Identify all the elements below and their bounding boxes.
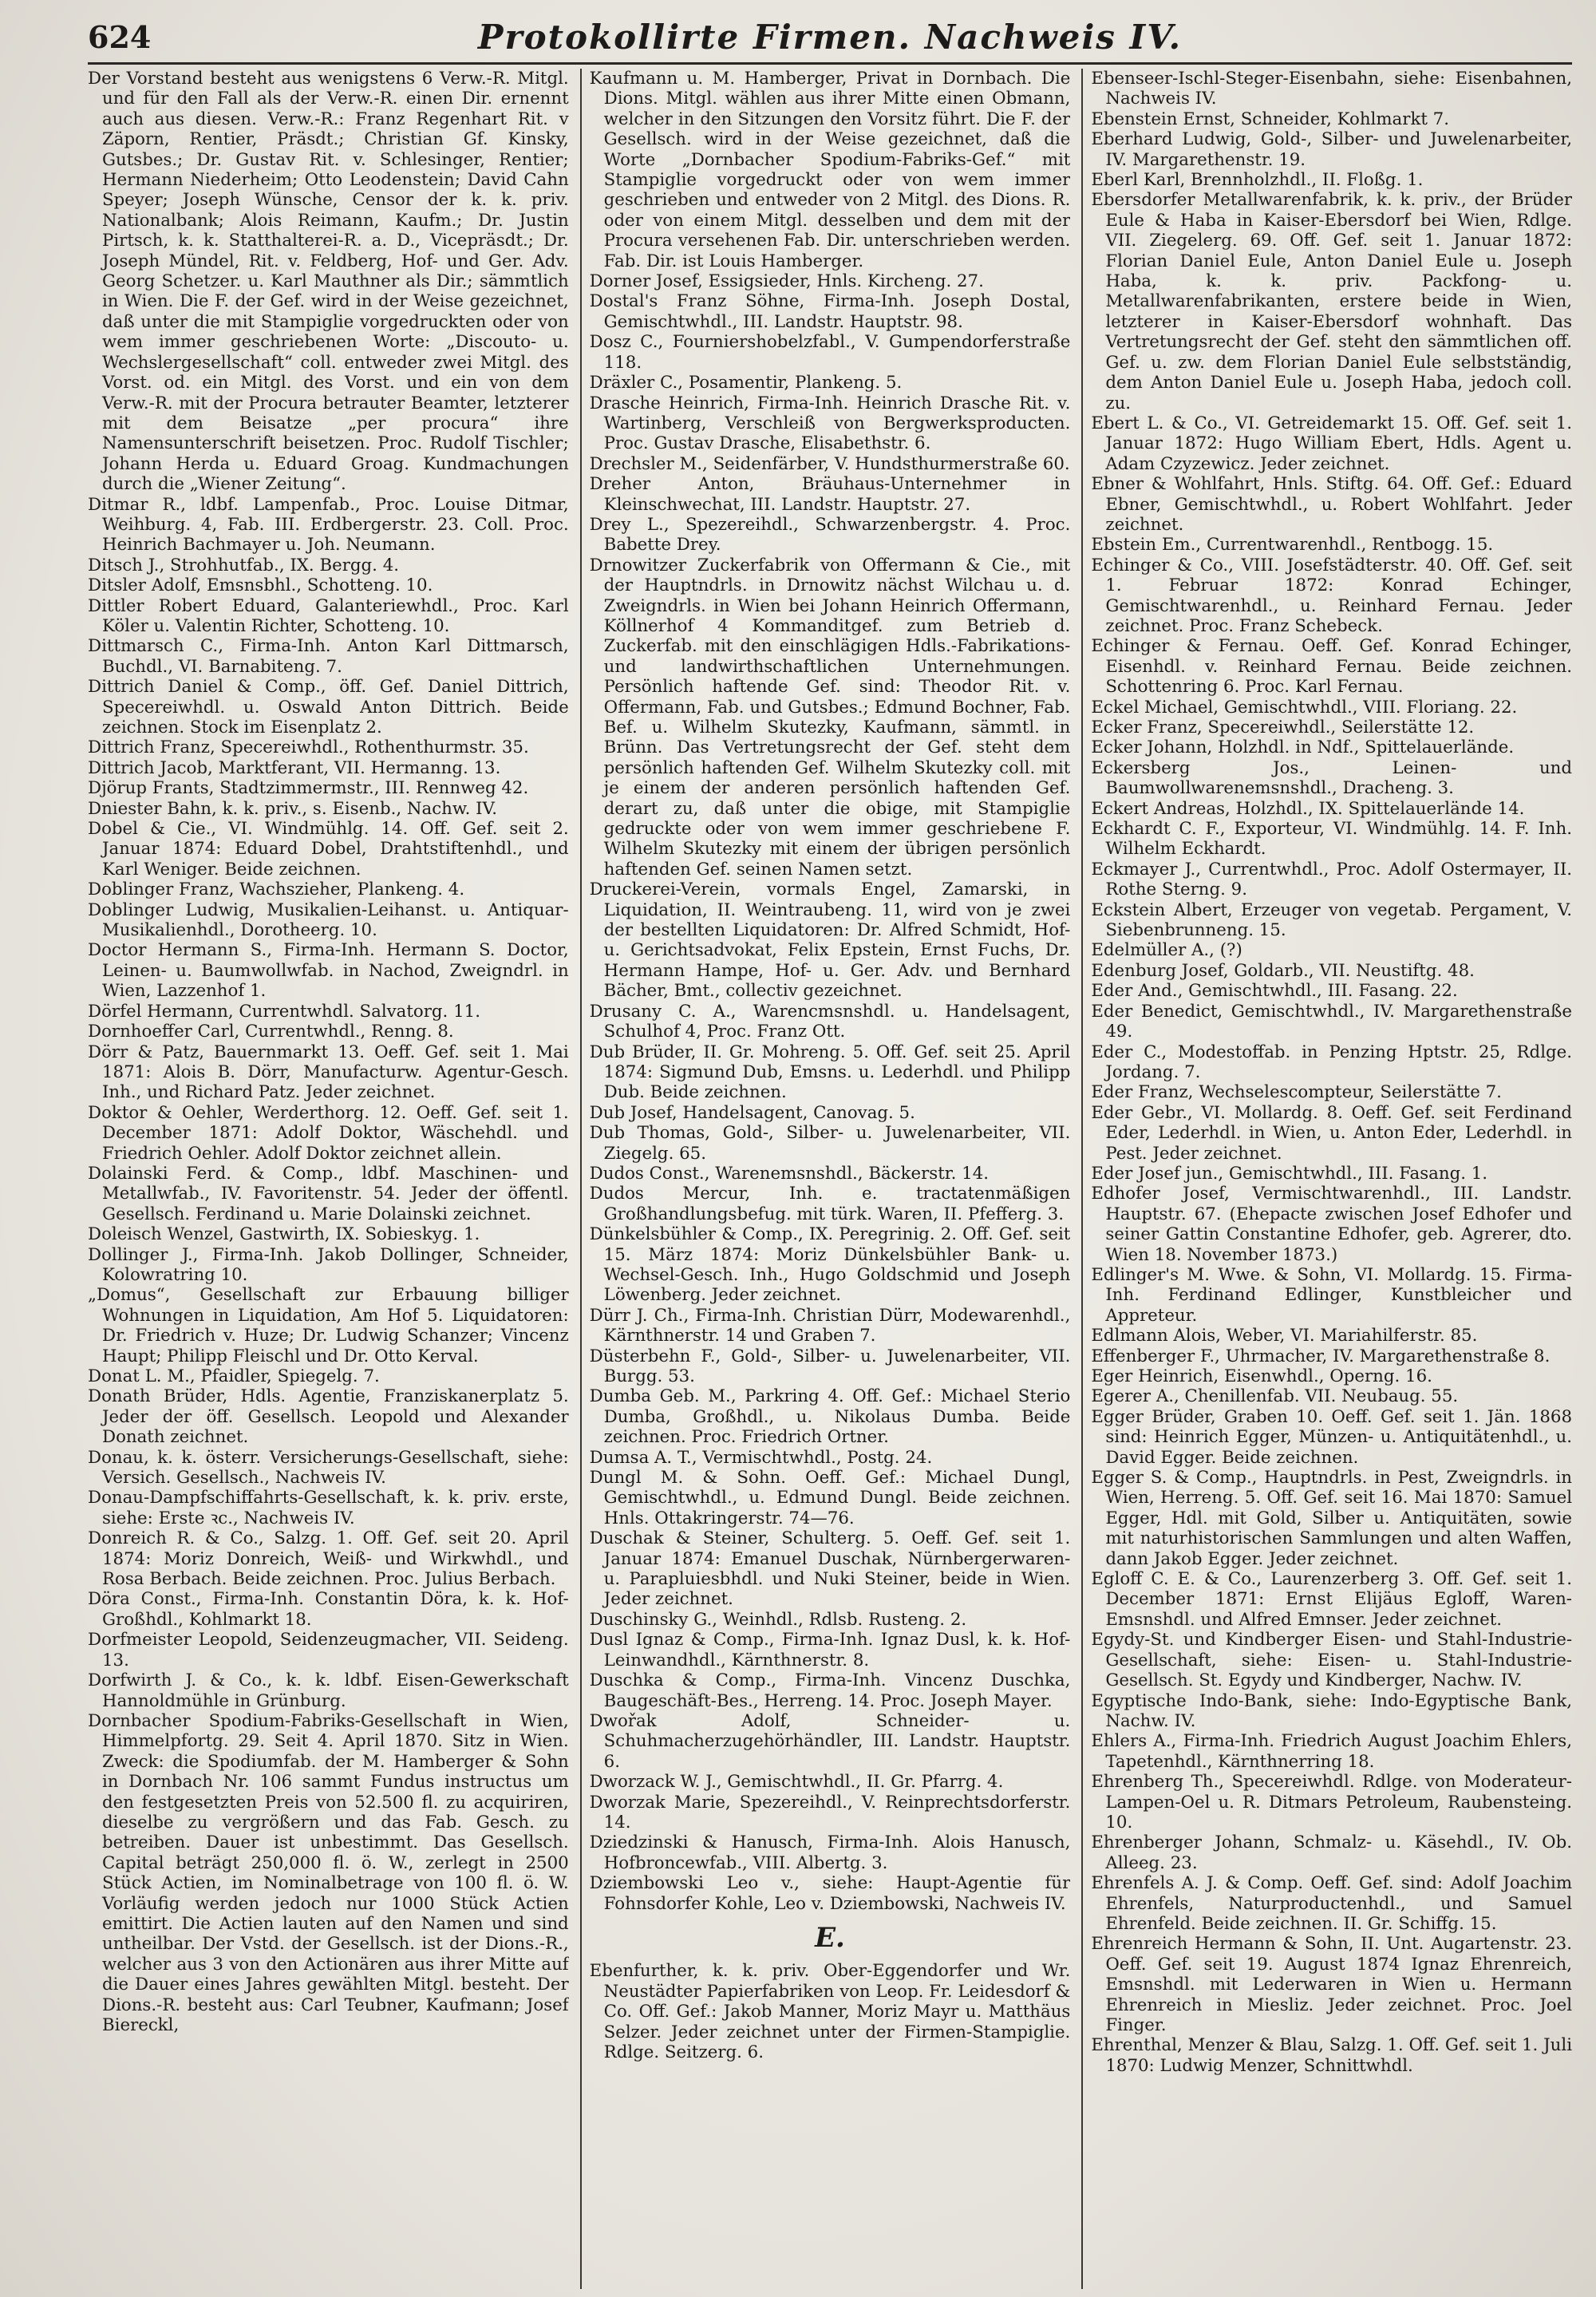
directory-entry: Ebenstein Ernst, Schneider, Kohlmarkt 7. bbox=[1091, 109, 1449, 129]
directory-entry: Dittler Robert Eduard, Galanteriewhdl., Proc. Karl Köler u. Valentin Richter, Schotteng. 10. bbox=[88, 595, 569, 636]
directory-entry: Drasche Heinrich, Firma-Inh. Heinrich Drasche Rit. v. Wartinberg, Verschleiß von Bergwerksproducten. Proc. Gustav Drasche, Elisabethstr. 6. bbox=[589, 393, 1071, 454]
directory-entry: Dziembowski Leo v., siehe: Haupt-Agentie für Fohnsdorfer Kohle, Leo v. Dziembowski, Nachweis IV. bbox=[589, 1873, 1071, 1914]
directory-entry: Ehrenthal, Menzer & Blau, Salzg. 1. Off. Gef. seit 1. Juli 1870: Ludwig Menzer, Schnittwhdl. bbox=[1091, 2035, 1572, 2076]
header-rule bbox=[88, 62, 1572, 65]
directory-entry: Drechsler M., Seidenfärber, V. Hundsthurmerstraße 60. bbox=[589, 453, 1070, 474]
directory-entry: Eder And., Gemischtwhdl., III. Fasang. 22. bbox=[1091, 981, 1458, 1002]
directory-entry: Edelmüller A., (?) bbox=[1091, 940, 1242, 961]
directory-entry: Ditmar R., ldbf. Lampenfab., Proc. Louise Ditmar, Weihburg. 4, Fab. III. Erdbergerstr. 23. Coll. Proc. Heinrich Bachmayer u. Joh. Neumann. bbox=[88, 494, 569, 555]
directory-entry: Doleisch Wenzel, Gastwirth, IX. Sobieskyg. 1. bbox=[88, 1224, 480, 1245]
directory-entry: Dusl Ignaz & Comp., Firma-Inh. Ignaz Dusl, k. k. Hof-Leinwandhdl., Kärnthnerstr. 8. bbox=[589, 1630, 1071, 1670]
directory-entry: Ehrenberger Johann, Schmalz- u. Käsehdl., IV. Ob. Alleeg. 23. bbox=[1091, 1832, 1572, 1873]
directory-entry: Egyptische Indo-Bank, siehe: Indo-Egyptische Bank, Nachw. IV. bbox=[1091, 1690, 1572, 1731]
directory-entry: Dittrich Franz, Specereiwhdl., Rothenthurmstr. 35. bbox=[88, 737, 529, 758]
directory-entry: Echinger & Co., VIII. Josefstädterstr. 40. Off. Gef. seit 1. Februar 1872: Konrad Echinger, Gemischtwarenhdl., u. Reinhard Fernau. Jeder zeichnet. Proc. Franz Schebeck. bbox=[1091, 555, 1572, 636]
directory-entry: Donat L. M., Pfaidler, Spiegelg. 7. bbox=[88, 1366, 380, 1386]
column-right bbox=[1081, 69, 1572, 2289]
directory-entry: Dittmarsch C., Firma-Inh. Anton Karl Dittmarsch, Buchdl., VI. Barnabiteng. 7. bbox=[88, 636, 569, 677]
directory-entry: Dudos Const., Warenemsnshdl., Bäckerstr. 14. bbox=[589, 1163, 990, 1184]
directory-entry: Dobel & Cie., VI. Windmühlg. 14. Off. Gef. seit 2. Januar 1874: Eduard Dobel, Drahtstiftenhdl., und Karl Weniger. Beide zeichnen. bbox=[88, 819, 569, 880]
directory-entry: Dörfel Hermann, Currentwhdl. Salvatorg. 11. bbox=[88, 1001, 480, 1022]
directory-entry: Dittrich Jacob, Marktferant, VII. Hermanng. 13. bbox=[88, 757, 501, 778]
directory-entry: „Domus“, Gesellschaft zur Erbauung billiger Wohnungen in Liquidation, Am Hof 5. Liquidatoren: Dr. Friedrich v. Huze; Dr. Ludwig Schanzer; Vincenz Haupt; Philipp Fleischl und Dr. Otto Kerval. bbox=[88, 1285, 569, 1366]
directory-entry: Ecker Johann, Holzhdl. in Ndf., Spittelauerlände. bbox=[1091, 737, 1515, 758]
directory-entry: Dniester Bahn, k. k. priv., s. Eisenb., Nachw. IV. bbox=[88, 798, 497, 819]
directory-entry: Dreher Anton, Bräuhaus-Unternehmer in Kleinschwechat, III. Landstr. Hauptstr. 27. bbox=[589, 474, 1071, 515]
directory-entry: Dorner Josef, Essigsieder, Hnls. Kircheng. 27. bbox=[589, 271, 984, 292]
directory-entry: Ehlers A., Firma-Inh. Friedrich August Joachim Ehlers, Tapetenhdl., Kärnthnerring 18. bbox=[1091, 1731, 1572, 1772]
directory-entry: Drnowitzer Zuckerfabrik von Offermann & Cie., mit der Hauptndrls. in Drnowitz nächst Wilchau u. d. Zweigndrls. in Wien bei Johann Heinrich Offermann, Köllnerhof 4 Kommanditgef. zum Betrieb d. Zuckerfab. mit den einschlägigen Hdls.-Fabrikations- und landwirthschaftlichen Unternehmungen. Persönlich haftende Gef. sind: Theodor Rit. v. Offermann, Fab. und Gutsbes.; Edmund Bochner, Fab. Bef. u. Wilhelm Skutezky, Kaufmann, sämmtl. in Brünn. Das Vertretungsrecht der Gef. steht dem persönlich haftenden Gef. Wilhelm Skutezky coll. mit je einem der anderen persönlich haftenden Gef. derart zu, daß unter die obige, mit Stampiglie gedruckte oder von wem immer geschriebene F. Wilhelm Skutezky mit einem der übrigen persönlich haftenden Gef. seinen Namen setzt. bbox=[589, 555, 1071, 880]
directory-entry: Edlmann Alois, Weber, VI. Mariahilferstr. 85. bbox=[1091, 1326, 1478, 1346]
directory-entry: Ehrenreich Hermann & Sohn, II. Unt. Augartenstr. 23. Oeff. Gef. seit 19. August 1874 Ignaz Ehrenreich, Emsnshdl. mit Lederwaren in Wien u. Hermann Ehrenreich in Miesliz. Jeder zeichnet. Proc. Joel Finger. bbox=[1091, 1934, 1572, 2035]
directory-entry: Eberl Karl, Brennholzhdl., II. Floßg. 1. bbox=[1091, 170, 1424, 191]
directory-entry: Ebenseer-Ischl-Steger-Eisenbahn, siehe: Eisenbahnen, Nachweis IV. bbox=[1091, 69, 1572, 109]
directory-entry: Eckhardt C. F., Exporteur, VI. Windmühlg. 14. F. Inh. Wilhelm Eckhardt. bbox=[1091, 819, 1572, 860]
directory-entry: Eberhard Ludwig, Gold-, Silber- und Juwelenarbeiter, IV. Margarethenstr. 19. bbox=[1091, 129, 1572, 170]
directory-entry: Dittrich Daniel & Comp., öff. Gef. Daniel Dittrich, Specereiwhdl. u. Oswald Anton Dittrich. Beide zeichnen. Stock im Eisenplatz 2. bbox=[88, 677, 569, 737]
directory-entry: Eckert Andreas, Holzhdl., IX. Spittelauerlände 14. bbox=[1091, 798, 1525, 819]
directory-entry: Dorfmeister Leopold, Seidenzeugmacher, VII. Seideng. 13. bbox=[88, 1630, 569, 1670]
directory-entry: Doblinger Franz, Wachszieher, Plankeng. 4. bbox=[88, 880, 465, 900]
directory-entry: Edlinger's M. Wwe. & Sohn, VI. Mollardg. 15. Firma-Inh. Ferdinand Edlinger, Kunstbleicher und Appreteur. bbox=[1091, 1264, 1572, 1326]
directory-entry: Ebersdorfer Metallwarenfabrik, k. k. priv., der Brüder Eule & Haba in Kaiser-Ebersdorf bei Wien, Rdlge. VII. Ziegelerg. 69. Off. Gef. seit 1. Januar 1872: Florian Daniel Eule, Anton Daniel Eule u. Joseph Haba, k. k. priv. Packfong- u. Metallwarenfabrikanten, erstere beide in Wien, letzterer in Kaiser-Ebersdorf wohnhaft. Das Vertretungsrecht der Gef. steht den sämmtlichen off. Gef. u. zw. dem Florian Daniel Eule selbstständig, dem Anton Daniel Eule u. Joseph Haba, jedoch coll. zu. bbox=[1091, 190, 1572, 413]
directory-entry: Dolainski Ferd. & Comp., ldbf. Maschinen- und Metallwfab., IV. Favoritenstr. 54. Jeder der öffentl. Gesellsch. Ferdinand u. Marie Dolainski zeichnet. bbox=[88, 1163, 569, 1224]
directory-entry: Ehrenfels A. J. & Comp. Oeff. Gef. sind: Adolf Joachim Ehrenfels, Naturproductenhdl., und Samuel Ehrenfeld. Beide zeichnen. II. Gr. Schiffg. 15. bbox=[1091, 1873, 1572, 1934]
directory-entry: Ebner & Wohlfahrt, Hnls. Stiftg. 64. Off. Gef.: Eduard Ebner, Gemischtwhdl., u. Robert Wohlfahrt. Jeder zeichnet. bbox=[1091, 474, 1572, 535]
directory-entry: Dworzack W. J., Gemischtwhdl., II. Gr. Pfarrg. 4. bbox=[589, 1772, 1004, 1793]
directory-entry: Donath Brüder, Hdls. Agentie, Franziskanerplatz 5. Jeder der öff. Gesellsch. Leopold und Alexander Donath zeichnet. bbox=[88, 1386, 569, 1448]
directory-entry: Duschak & Steiner, Schulterg. 5. Oeff. Gef. seit 1. Januar 1874: Emanuel Duschak, Nürnbergerwaren- u. Parapluiesbhdl. und Nuki Steiner, beide in Wien. Jeder zeichnet. bbox=[589, 1528, 1071, 1610]
directory-entry: Dziedzinski & Hanusch, Firma-Inh. Alois Hanusch, Hofbroncewfab., VIII. Albertg. 3. bbox=[589, 1832, 1071, 1873]
directory-entry: Dräxler C., Posamentir, Plankeng. 5. bbox=[589, 373, 903, 393]
directory-entry: Druckerei-Verein, vormals Engel, Zamarski, in Liquidation, II. Weintraubeng. 11, wird von je zwei der bestellten Liquidatoren: Dr. Alfred Schmidt, Hof- u. Gerichtsadvokat, Felix Epstein, Ernst Fuchs, Dr. Hermann Hampe, Hof- u. Ger. Adv. und Bernhard Bächer, Bmt., collectiv gezeichnet. bbox=[589, 880, 1071, 1002]
directory-entry: Doctor Hermann S., Firma-Inh. Hermann S. Doctor, Leinen- u. Baumwollwfab. in Nachod, Zweigndrl. in Wien, Lazzenhof 1. bbox=[88, 940, 569, 1002]
directory-entry: Ebert L. & Co., VI. Getreidemarkt 15. Off. Gef. seit 1. Januar 1872: Hugo William Ebert, Hdls. Agent u. Adam Czyzewicz. Jeder zeichnet. bbox=[1091, 413, 1572, 474]
directory-entry: Duschka & Comp., Firma-Inh. Vincenz Duschka, Baugeschäft-Bes., Herreng. 14. Proc. Joseph Mayer. bbox=[589, 1670, 1071, 1711]
directory-entry: Eder Benedict, Gemischtwhdl., IV. Margarethenstraße 49. bbox=[1091, 1001, 1572, 1042]
directory-entry: Dollinger J., Firma-Inh. Jakob Dollinger, Schneider, Kolowratring 10. bbox=[88, 1244, 569, 1285]
page-number: 624 bbox=[88, 18, 152, 55]
directory-entry: Donau, k. k. österr. Versicherungs-Gesellschaft, siehe: Versich. Gesellsch., Nachweis IV. bbox=[88, 1447, 569, 1489]
directory-entry: Drey L., Spezereihdl., Schwarzenbergstr. 4. Proc. Babette Drey. bbox=[589, 514, 1071, 555]
directory-entry: Dünkelsbühler & Comp., IX. Peregrinig. 2. Off. Gef. seit 15. März 1874: Moriz Dünkelsbühler Bank- u. Wechsel-Gesch. Inh., Hugo Goldschmid und Joseph Löwenberg. Jeder zeichnet. bbox=[589, 1224, 1071, 1306]
directory-entry: Eckel Michael, Gemischtwhdl., VIII. Floriang. 22. bbox=[1091, 697, 1518, 718]
directory-entry: Düsterbehn F., Gold-, Silber- u. Juwelenarbeiter, VII. Burgg. 53. bbox=[589, 1346, 1071, 1386]
directory-entry: Dudos Mercur, Inh. e. tractatenmäßigen Großhandlungsbefug. mit türk. Waren, II. Pfefferg. 3. bbox=[589, 1184, 1071, 1224]
directory-entry: Dwořak Adolf, Schneider- u. Schuhmacherzugehörhändler, III. Landstr. Hauptstr. 6. bbox=[589, 1710, 1071, 1772]
directory-entry: Döra Const., Firma-Inh. Constantin Döra, k. k. Hof-Großhdl., Kohlmarkt 18. bbox=[88, 1589, 569, 1630]
directory-entry: Dürr J. Ch., Firma-Inh. Christian Dürr, Modewarenhdl., Kärnthnerstr. 14 und Graben 7. bbox=[589, 1305, 1071, 1346]
directory-entry: Eckstein Albert, Erzeuger von vegetab. Pergament, V. Siebenbrunneng. 15. bbox=[1091, 899, 1572, 941]
directory-entry: Doktor & Oehler, Werderthorg. 12. Oeff. Gef. seit 1. December 1871: Adolf Doktor, Wäschehdl. und Friedrich Oehler. Adolf Doktor zeichnet allein. bbox=[88, 1102, 569, 1164]
directory-entry: Ehrenberg Th., Specereiwhdl. Rdlge. von Moderateur-Lampen-Oel u. R. Ditmars Petroleum, Raubensteing. 10. bbox=[1091, 1772, 1572, 1832]
directory-entry: Dorfwirth J. & Co., k. k. ldbf. Eisen-Gewerkschaft Hannoldmühle in Grünburg. bbox=[88, 1670, 569, 1711]
directory-entry: Dumba Geb. M., Parkring 4. Off. Gef.: Michael Sterio Dumba, Großhdl., u. Nikolaus Dumba. Beide zeichnen. Proc. Friedrich Ortner. bbox=[589, 1386, 1071, 1448]
column-middle bbox=[580, 69, 1071, 2289]
directory-entry: Dosz C., Fourniershobelzfabl., V. Gumpendorferstraße 118. bbox=[589, 332, 1071, 373]
directory-entry: Eder Franz, Wechselescompteur, Seilerstätte 7. bbox=[1091, 1082, 1502, 1103]
running-head: Protokollirte Firmen. Nachweis IV. bbox=[477, 17, 1183, 57]
directory-entry: Kaufmann u. M. Hamberger, Privat in Dornbach. Die Dions. Mitgl. wählen aus ihrer Mitte einen Obmann, welcher in den Sitzungen den Vorsitz führt. Die F. der Gesellsch. wird in der Weise gezeichnet, daß die Worte „Dornbacher Spodium-Fabriks-Gef.“ mit Stampiglie vorgedruckt oder von wem immer geschrieben und entweder von 2 Mitgl. des Dions. R. oder von einem Mitgl. desselben und dem mit der Procura versehenen Fab. Dir. unterschrieben werden. Fab. Dir. ist Louis Hamberger. bbox=[589, 69, 1071, 271]
directory-entry: Dostal's Franz Söhne, Firma-Inh. Joseph Dostal, Gemischtwhdl., III. Landstr. Hauptstr. 98. bbox=[589, 291, 1071, 332]
directory-entry: Dungl M. & Sohn. Oeff. Gef.: Michael Dungl, Gemischtwhdl., u. Edmund Dungl. Beide zeichnen. Hnls. Ottakringerstr. 74—76. bbox=[589, 1468, 1071, 1528]
directory-entry: Echinger & Fernau. Oeff. Gef. Konrad Echinger, Eisenhdl. v. Reinhard Fernau. Beide zeichnen. Schottenring 6. Proc. Karl Fernau. bbox=[1091, 636, 1572, 698]
directory-entry: Donau-Dampfschiffahrts-Gesellschaft, k. k. priv. erste, siehe: Erste ꝛc., Nachweis IV. bbox=[88, 1488, 569, 1528]
text-columns bbox=[88, 69, 1572, 2289]
directory-entry: Donreich R. & Co., Salzg. 1. Off. Gef. seit 20. April 1874: Moriz Donreich, Weiß- und Wirkwhdl., und Rosa Berbach. Beide zeichnen. Proc. Julius Berbach. bbox=[88, 1528, 569, 1590]
directory-entry: Dornbacher Spodium-Fabriks-Gesellschaft in Wien, Himmelpfortg. 29. Seit 4. April 1870. Sitz in Wien. Zweck: die Spodiumfab. der M. Hamberger & Sohn in Dornbach Nr. 106 sammt Fundus instructus um den festgesetzten Preis von 52.500 fl. zu acquiriren, dieselbe zu vergrößern und das Fab. Gesch. zu betreiben. Dauer ist unbestimmt. Das Gesellsch. Capital beträgt 250,000 fl. ö. W., zerlegt in 2500 Stück Actien, im Nominalbetrage von 100 fl. ö. W. Vorläufig werden jedoch nur 1000 Stück Actien emittirt. Die Actien lauten auf den Namen und sind untheilbar. Der Vstd. der Gesellsch. ist der Dions.-R., welcher aus 3 von den Actionären aus ihrer Mitte auf die Dauer eines Jahres gewählten Mitgl. besteht. Der Dions.-R. besteht aus: Carl Teubner, Kaufmann; Josef Biereckl, bbox=[88, 1710, 569, 2035]
directory-entry: Dub Thomas, Gold-, Silber- u. Juwelenarbeiter, VII. Ziegelg. 65. bbox=[589, 1123, 1071, 1164]
directory-entry: Eder Gebr., VI. Mollardg. 8. Oeff. Gef. seit Ferdinand Eder, Lederhdl. in Wien, u. Anton Eder, Lederhdl. in Pest. Jeder zeichnet. bbox=[1091, 1102, 1572, 1164]
directory-entry: Ebenfurther, k. k. priv. Ober-Eggendorfer und Wr. Neustädter Papierfabriken von Leop. Fr. Leidesdorf & Co. Off. Gef.: Jakob Manner, Moriz Mayr u. Matthäus Selzer. Jeder zeichnet unter der Firmen-Stampiglie. Rdlge. Seitzerg. 6. bbox=[589, 1961, 1071, 2062]
directory-entry: Egerer A., Chenillenfab. VII. Neubaug. 55. bbox=[1091, 1386, 1459, 1407]
directory-entry: Ebstein Em., Currentwarenhdl., Rentbogg. 15. bbox=[1091, 535, 1494, 555]
directory-entry: Effenberger F., Uhrmacher, IV. Margarethenstraße 8. bbox=[1091, 1346, 1551, 1366]
directory-entry: Ditsler Adolf, Emsnsbhl., Schotteng. 10. bbox=[88, 575, 433, 596]
directory-entry: Drusany C. A., Warencmsnshdl. u. Handelsagent, Schulhof 4, Proc. Franz Ott. bbox=[589, 1001, 1071, 1042]
column-left bbox=[88, 69, 569, 2289]
directory-entry: Eckmayer J., Currentwhdl., Proc. Adolf Ostermayer, II. Rothe Sterng. 9. bbox=[1091, 859, 1572, 900]
directory-entry: Duschinsky G., Weinhdl., Rdlsb. Rusteng. 2. bbox=[589, 1609, 967, 1630]
directory-entry: Djörup Frants, Stadtzimmermstr., III. Rennweg 42. bbox=[88, 778, 529, 799]
directory-entry: Dub Brüder, II. Gr. Mohreng. 5. Off. Gef. seit 25. April 1874: Sigmund Dub, Emsns. u. Lederhdl. und Philipp Dub. Beide zeichnen. bbox=[589, 1042, 1071, 1103]
directory-entry: Dornhoeffer Carl, Currentwhdl., Renng. 8. bbox=[88, 1022, 454, 1042]
directory-entry: Ecker Franz, Specereiwhdl., Seilerstätte 12. bbox=[1091, 718, 1475, 737]
directory-entry: Edhofer Josef, Vermischtwarenhdl., III. Landstr. Hauptstr. 67. (Ehepacte zwischen Josef Edhofer und seiner Gattin Constantine Edhofer, geb. Agrerer, dto. Wien 18. November 1873.) bbox=[1091, 1184, 1572, 1265]
directory-entry: Dörr & Patz, Bauernmarkt 13. Oeff. Gef. seit 1. Mai 1871: Alois B. Dörr, Manufacturw. Agentur-Gesch. Inh., und Richard Patz. Jeder zeichnet. bbox=[88, 1042, 569, 1103]
directory-entry: Doblinger Ludwig, Musikalien-Leihanst. u. Antiquar-Musikalienhdl., Dorotheerg. 10. bbox=[88, 899, 569, 941]
directory-entry: Eger Heinrich, Eisenwhdl., Operng. 16. bbox=[1091, 1366, 1432, 1386]
directory-entry: Der Vorstand besteht aus wenigstens 6 Verw.-R. Mitgl. und für den Fall als der Verw.-R. einen Dir. ernennt auch aus diesen. Verw.-R.: Franz Regenhart Rit. v Zäporn, Rentier, Präsdt.; Christian Gf. Kinsky, Gutsbes.; Dr. Gustav Rit. v. Schlesinger, Rentier; Hermann Niederheim; Otto Leodenstein; David Cahn Speyer; Joseph Wünsche, Censor der k. k. priv. Nationalbank; Alois Reimann, Kaufm.; Dr. Justin Pirtsch, k. k. Statthalterei-R. a. D., Vicepräsdt.; Dr. Joseph Mündel, Rit. v. Feldberg, Hof- und Ger. Adv. Georg Schetzer. u. Karl Mauthner als Dir.; sämmtlich in Wien. Die F. der Gef. wird in der Weise gezeichnet, daß unter die mit Stampiglie vorgedruckten oder von wem immer geschriebenen Worte: „Discouto- u. Wechslergesellschaft“ coll. entweder zwei Mitgl. des Vorst. od. ein Mitgl. des Vorst. und ein von dem Verw.-R. mit der Procura betrauter Beamter, letzterer mit dem Beisatze „per procura“ ihre Namensunterschrift beisetzen. Proc. Rudolf Tischler; Johann Herda u. Eduard Groag. Kundmachungen durch die „Wiener Zeitung“. bbox=[88, 69, 569, 495]
directory-entry: Dumsa A. T., Vermischtwhdl., Postg. 24. bbox=[589, 1447, 933, 1468]
directory-entry: Eckersberg Jos., Leinen- und Baumwollwarenemsnshdl., Dracheng. 3. bbox=[1091, 757, 1572, 799]
directory-entry: Edenburg Josef, Goldarb., VII. Neustiftg. 48. bbox=[1091, 960, 1475, 981]
directory-entry: Egydy-St. und Kindberger Eisen- und Stahl-Industrie-Gesellschaft, siehe: Eisen- u. Stahl-Industrie-Gesellsch. St. Egydy und Kindberger, Nachw. IV. bbox=[1091, 1630, 1572, 1691]
section-letter-heading: E. bbox=[815, 1921, 845, 1954]
directory-entry: Egloff C. E. & Co., Laurenzerberg 3. Off. Gef. seit 1. December 1871: Ernst Elijäus Egloff, Waren-Emsnshdl. und Alfred Emnser. Jeder zeichnet. bbox=[1091, 1569, 1572, 1630]
directory-entry: Eder C., Modestoffab. in Penzing Hptstr. 25, Rdlge. Jordang. 7. bbox=[1091, 1042, 1572, 1082]
directory-entry: Dub Josef, Handelsagent, Canovag. 5. bbox=[589, 1102, 915, 1123]
directory-entry: Egger Brüder, Graben 10. Oeff. Gef. seit 1. Jän. 1868 sind: Heinrich Egger, Münzen- u. Antiquitätenhdl., u. David Egger. Beide zeichnen. bbox=[1091, 1406, 1572, 1468]
directory-entry: Dworzak Marie, Spezereihdl., V. Reinprechtsdorferstr. 14. bbox=[589, 1792, 1071, 1832]
directory-entry: Eder Josef jun., Gemischtwhdl., III. Fasang. 1. bbox=[1091, 1163, 1488, 1184]
page-header bbox=[88, 14, 1572, 59]
directory-entry: Ditsch J., Strohhutfab., IX. Bergg. 4. bbox=[88, 555, 400, 575]
directory-entry: Egger S. & Comp., Hauptndrls. in Pest, Zweigndrls. in Wien, Herreng. 5. Off. Gef. seit 16. Mai 1870: Samuel Egger, Hdl. mit Gold, Silber u. Antiquitäten, sowie mit naturhistorischen Sammlungen und alten Waffen, dann Jakob Egger. Jeder zeichnet. bbox=[1091, 1468, 1572, 1569]
